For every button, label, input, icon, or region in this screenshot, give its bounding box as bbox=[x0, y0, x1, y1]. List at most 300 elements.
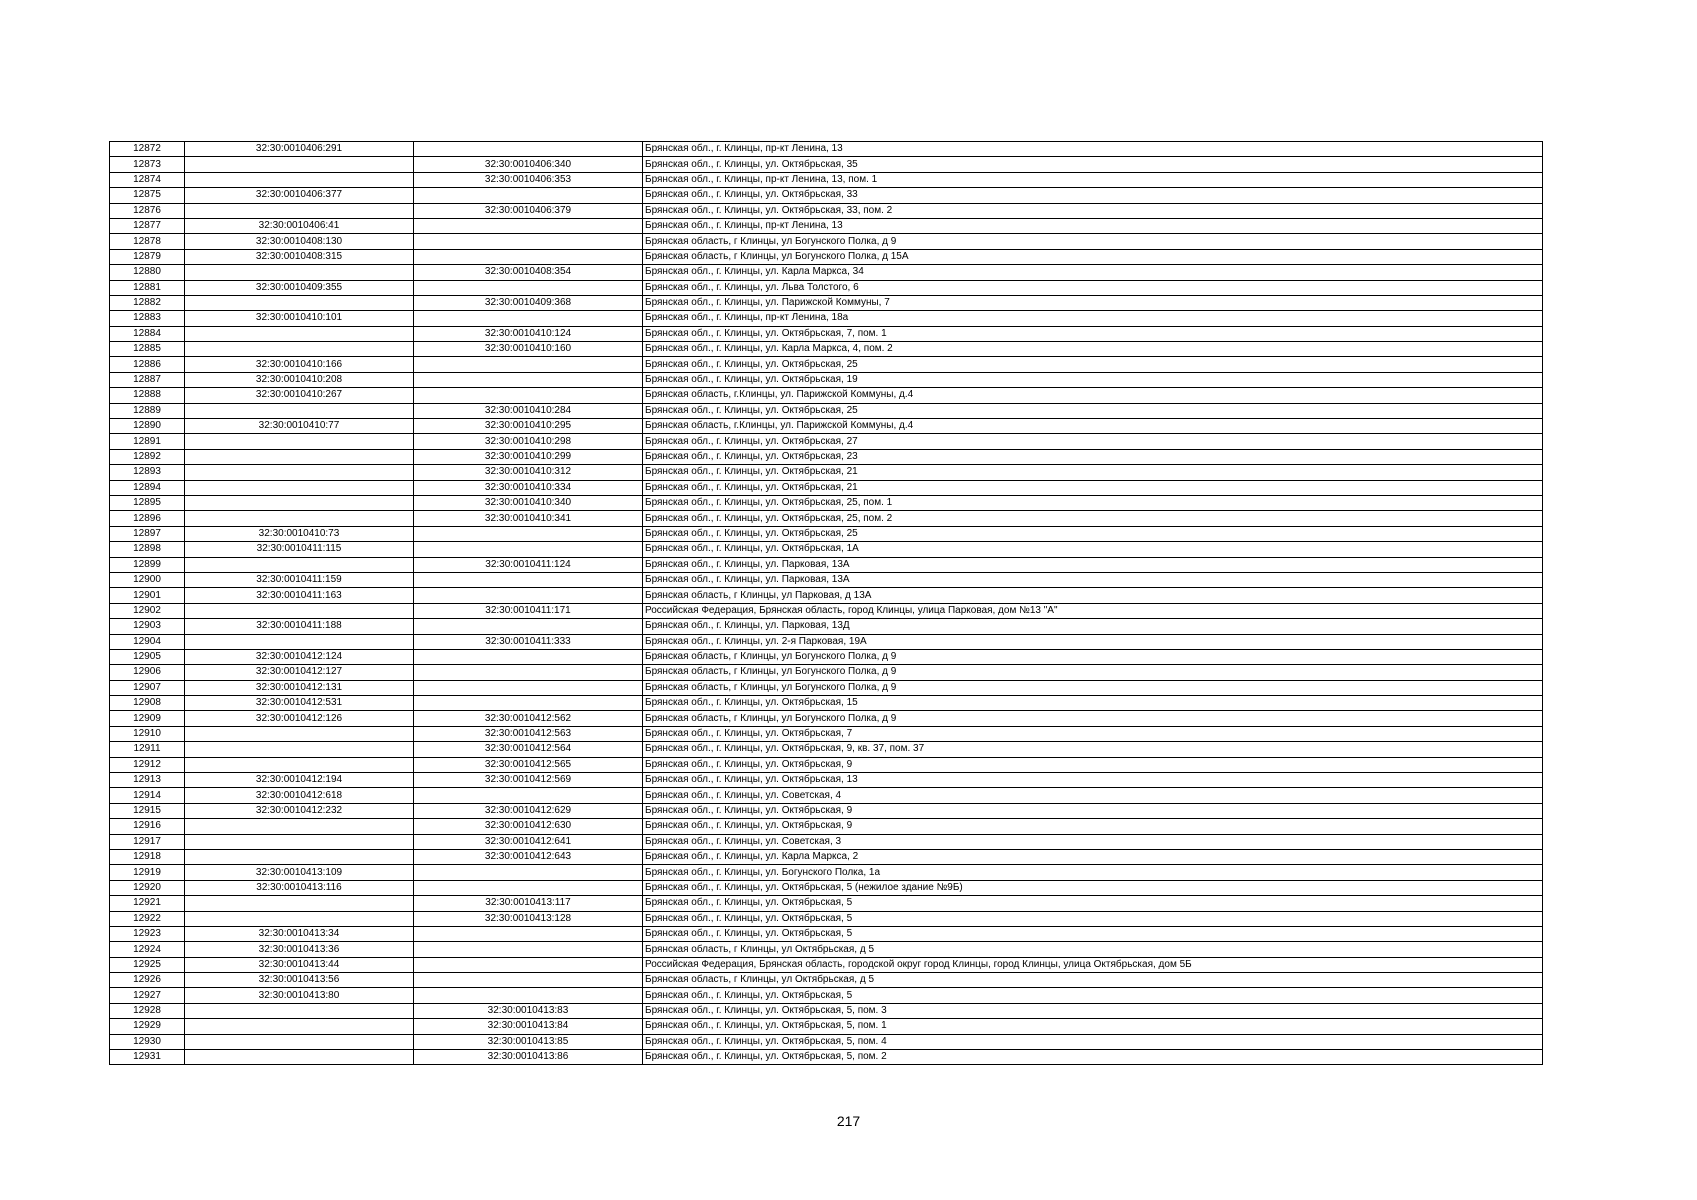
table-row bbox=[110, 926, 1543, 941]
cadastral-number-2-cell bbox=[414, 249, 643, 264]
table-row bbox=[110, 218, 1543, 233]
row-number-cell: 12881 bbox=[110, 280, 185, 295]
row-number-cell: 12907 bbox=[110, 680, 185, 695]
cadastral-number-2-cell bbox=[414, 680, 643, 695]
address-cell: Брянская обл., г. Клинцы, ул. Октябрьская, 13 bbox=[643, 773, 1543, 788]
cadastral-number-cell: 32:30:0010413:34 bbox=[185, 926, 414, 941]
address-cell: Брянская обл., г. Клинцы, пр-кт Ленина, 13 bbox=[643, 142, 1543, 157]
cadastral-number-cell: 32:30:0010413:44 bbox=[185, 957, 414, 972]
row-number-cell: 12888 bbox=[110, 388, 185, 403]
cadastral-number-2-cell bbox=[414, 311, 643, 326]
address-cell: Брянская область, г Клинцы, ул Богунского Полка, д 9 bbox=[643, 665, 1543, 680]
cadastral-number-cell bbox=[185, 634, 414, 649]
row-number-cell: 12897 bbox=[110, 526, 185, 541]
address-cell: Брянская область, г.Клинцы, ул. Парижской Коммуны, д.4 bbox=[643, 419, 1543, 434]
address-cell: Брянская обл., г. Клинцы, ул. Октябрьская, 7, пом. 1 bbox=[643, 326, 1543, 341]
table-row bbox=[110, 726, 1543, 741]
table-row bbox=[110, 742, 1543, 757]
cadastral-number-cell: 32:30:0010406:41 bbox=[185, 218, 414, 233]
cadastral-number-2-cell: 32:30:0010406:379 bbox=[414, 203, 643, 218]
row-number-cell: 12883 bbox=[110, 311, 185, 326]
table-row bbox=[110, 419, 1543, 434]
address-cell: Брянская обл., г. Клинцы, ул. Октябрьская, 9 bbox=[643, 803, 1543, 818]
cadastral-number-cell: 32:30:0010410:267 bbox=[185, 388, 414, 403]
address-cell: Брянская обл., г. Клинцы, ул. 2-я Парковая, 19А bbox=[643, 634, 1543, 649]
cadastral-number-2-cell bbox=[414, 218, 643, 233]
row-number-cell: 12925 bbox=[110, 957, 185, 972]
table-row bbox=[110, 572, 1543, 587]
cadastral-number-2-cell: 32:30:0010410:124 bbox=[414, 326, 643, 341]
address-cell: Брянская обл., г. Клинцы, ул. Октябрьская, 25, пом. 2 bbox=[643, 511, 1543, 526]
cadastral-number-2-cell: 32:30:0010410:295 bbox=[414, 419, 643, 434]
table-row bbox=[110, 449, 1543, 464]
row-number-cell: 12878 bbox=[110, 234, 185, 249]
cadastral-number-cell: 32:30:0010412:232 bbox=[185, 803, 414, 818]
cadastral-number-cell bbox=[185, 819, 414, 834]
address-cell: Российская Федерация, Брянская область, город Клинцы, улица Парковая, дом №13 "А" bbox=[643, 603, 1543, 618]
cadastral-number-2-cell: 32:30:0010412:563 bbox=[414, 726, 643, 741]
address-cell: Брянская область, г Клинцы, ул Богунского Полка, д 9 bbox=[643, 711, 1543, 726]
address-cell: Брянская обл., г. Клинцы, ул. Октябрьская, 25 bbox=[643, 403, 1543, 418]
row-number-cell: 12912 bbox=[110, 757, 185, 772]
cadastral-number-2-cell bbox=[414, 372, 643, 387]
address-cell: Брянская обл., г. Клинцы, ул. Октябрьская, 35 bbox=[643, 157, 1543, 172]
cadastral-number-cell bbox=[185, 603, 414, 618]
cadastral-number-cell bbox=[185, 172, 414, 187]
cadastral-number-2-cell: 32:30:0010410:284 bbox=[414, 403, 643, 418]
cadastral-number-cell bbox=[185, 326, 414, 341]
table-row bbox=[110, 834, 1543, 849]
cadastral-number-cell: 32:30:0010410:101 bbox=[185, 311, 414, 326]
registry-table-body bbox=[110, 142, 1543, 1065]
cadastral-number-cell: 32:30:0010406:291 bbox=[185, 142, 414, 157]
table-row bbox=[110, 1019, 1543, 1034]
row-number-cell: 12874 bbox=[110, 172, 185, 187]
row-number-cell: 12903 bbox=[110, 619, 185, 634]
row-number-cell: 12884 bbox=[110, 326, 185, 341]
cadastral-number-cell bbox=[185, 1003, 414, 1018]
table-row bbox=[110, 557, 1543, 572]
row-number-cell: 12899 bbox=[110, 557, 185, 572]
cadastral-number-cell: 32:30:0010412:126 bbox=[185, 711, 414, 726]
table-row bbox=[110, 588, 1543, 603]
address-cell: Брянская обл., г. Клинцы, ул. Парижской Коммуны, 7 bbox=[643, 295, 1543, 310]
cadastral-number-cell: 32:30:0010413:80 bbox=[185, 988, 414, 1003]
cadastral-number-2-cell: 32:30:0010413:84 bbox=[414, 1019, 643, 1034]
cadastral-number-cell: 32:30:0010412:194 bbox=[185, 773, 414, 788]
table-row bbox=[110, 603, 1543, 618]
table-row bbox=[110, 434, 1543, 449]
address-cell: Брянская обл., г. Клинцы, ул. Октябрьская, 5, пом. 1 bbox=[643, 1019, 1543, 1034]
table-row bbox=[110, 157, 1543, 172]
row-number-cell: 12920 bbox=[110, 880, 185, 895]
table-row bbox=[110, 172, 1543, 187]
cadastral-number-cell: 32:30:0010408:315 bbox=[185, 249, 414, 264]
row-number-cell: 12900 bbox=[110, 572, 185, 587]
cadastral-number-cell: 32:30:0010412:127 bbox=[185, 665, 414, 680]
row-number-cell: 12921 bbox=[110, 896, 185, 911]
cadastral-number-cell: 32:30:0010411:115 bbox=[185, 542, 414, 557]
row-number-cell: 12913 bbox=[110, 773, 185, 788]
address-cell: Российская Федерация, Брянская область, городской округ город Клинцы, город Клинцы, улица Октябрьская, дом 5Б bbox=[643, 957, 1543, 972]
row-number-cell: 12873 bbox=[110, 157, 185, 172]
cadastral-number-2-cell: 32:30:0010412:564 bbox=[414, 742, 643, 757]
cadastral-number-cell bbox=[185, 834, 414, 849]
address-cell: Брянская обл., г. Клинцы, ул. Карла Маркса, 34 bbox=[643, 265, 1543, 280]
table-row bbox=[110, 142, 1543, 157]
row-number-cell: 12911 bbox=[110, 742, 185, 757]
table-row bbox=[110, 619, 1543, 634]
address-cell: Брянская обл., г. Клинцы, пр-кт Ленина, 18а bbox=[643, 311, 1543, 326]
address-cell: Брянская обл., г. Клинцы, ул. Октябрьская, 5 bbox=[643, 911, 1543, 926]
row-number-cell: 12928 bbox=[110, 1003, 185, 1018]
table-row bbox=[110, 634, 1543, 649]
cadastral-number-cell bbox=[185, 342, 414, 357]
address-cell: Брянская обл., г. Клинцы, ул. Октябрьская, 25, пом. 1 bbox=[643, 495, 1543, 510]
cadastral-number-2-cell bbox=[414, 973, 643, 988]
cadastral-number-cell bbox=[185, 434, 414, 449]
cadastral-number-2-cell: 32:30:0010411:124 bbox=[414, 557, 643, 572]
cadastral-number-2-cell bbox=[414, 357, 643, 372]
cadastral-number-cell bbox=[185, 757, 414, 772]
table-row bbox=[110, 372, 1543, 387]
cadastral-number-cell: 32:30:0010412:131 bbox=[185, 680, 414, 695]
cadastral-number-cell bbox=[185, 1050, 414, 1065]
table-row bbox=[110, 542, 1543, 557]
row-number-cell: 12890 bbox=[110, 419, 185, 434]
cadastral-number-2-cell bbox=[414, 188, 643, 203]
cadastral-number-2-cell: 32:30:0010411:333 bbox=[414, 634, 643, 649]
page-number: 217 bbox=[836, 1113, 861, 1129]
address-cell: Брянская обл., г. Клинцы, ул. Парковая, 13Д bbox=[643, 619, 1543, 634]
address-cell: Брянская обл., г. Клинцы, ул. Парковая, 13А bbox=[643, 557, 1543, 572]
table-row bbox=[110, 311, 1543, 326]
cadastral-number-cell: 32:30:0010408:130 bbox=[185, 234, 414, 249]
address-cell: Брянская обл., г. Клинцы, ул. Парковая, 13А bbox=[643, 572, 1543, 587]
row-number-cell: 12896 bbox=[110, 511, 185, 526]
row-number-cell: 12885 bbox=[110, 342, 185, 357]
table-row bbox=[110, 203, 1543, 218]
cadastral-number-cell bbox=[185, 480, 414, 495]
cadastral-number-cell bbox=[185, 495, 414, 510]
cadastral-number-2-cell bbox=[414, 665, 643, 680]
cadastral-number-2-cell bbox=[414, 988, 643, 1003]
cadastral-number-cell bbox=[185, 896, 414, 911]
cadastral-number-cell: 32:30:0010411:188 bbox=[185, 619, 414, 634]
cadastral-number-cell bbox=[185, 295, 414, 310]
cadastral-number-cell bbox=[185, 465, 414, 480]
address-cell: Брянская обл., г. Клинцы, ул. Октябрьская, 5 bbox=[643, 926, 1543, 941]
table-row bbox=[110, 988, 1543, 1003]
cadastral-number-cell: 32:30:0010413:116 bbox=[185, 880, 414, 895]
address-cell: Брянская обл., г. Клинцы, пр-кт Ленина, 13 bbox=[643, 218, 1543, 233]
table-row bbox=[110, 295, 1543, 310]
row-number-cell: 12919 bbox=[110, 865, 185, 880]
cadastral-number-cell: 32:30:0010409:355 bbox=[185, 280, 414, 295]
address-cell: Брянская обл., г. Клинцы, ул. Октябрьская, 5 bbox=[643, 896, 1543, 911]
row-number-cell: 12908 bbox=[110, 696, 185, 711]
cadastral-number-cell: 32:30:0010411:159 bbox=[185, 572, 414, 587]
row-number-cell: 12904 bbox=[110, 634, 185, 649]
table-row bbox=[110, 526, 1543, 541]
row-number-cell: 12923 bbox=[110, 926, 185, 941]
cadastral-number-cell bbox=[185, 557, 414, 572]
address-cell: Брянская обл., г. Клинцы, ул. Октябрьская, 33, пом. 2 bbox=[643, 203, 1543, 218]
row-number-cell: 12901 bbox=[110, 588, 185, 603]
address-cell: Брянская область, г Клинцы, ул Богунского Полка, д 9 bbox=[643, 680, 1543, 695]
cadastral-number-2-cell: 32:30:0010412:629 bbox=[414, 803, 643, 818]
row-number-cell: 12875 bbox=[110, 188, 185, 203]
table-row bbox=[110, 957, 1543, 972]
cadastral-number-2-cell bbox=[414, 788, 643, 803]
table-row bbox=[110, 234, 1543, 249]
cadastral-number-cell: 32:30:0010412:124 bbox=[185, 649, 414, 664]
cadastral-number-2-cell bbox=[414, 865, 643, 880]
table-row bbox=[110, 757, 1543, 772]
row-number-cell: 12929 bbox=[110, 1019, 185, 1034]
address-cell: Брянская обл., г. Клинцы, ул. Октябрьская, 1А bbox=[643, 542, 1543, 557]
cadastral-number-cell: 32:30:0010413:56 bbox=[185, 973, 414, 988]
cadastral-number-2-cell bbox=[414, 619, 643, 634]
address-cell: Брянская обл., г. Клинцы, ул. Октябрьская, 33 bbox=[643, 188, 1543, 203]
address-cell: Брянская обл., г. Клинцы, ул. Октябрьская, 7 bbox=[643, 726, 1543, 741]
address-cell: Брянская обл., г. Клинцы, ул. Октябрьская, 5, пом. 2 bbox=[643, 1050, 1543, 1065]
table-row bbox=[110, 973, 1543, 988]
cadastral-number-2-cell: 32:30:0010410:312 bbox=[414, 465, 643, 480]
cadastral-number-2-cell bbox=[414, 572, 643, 587]
cadastral-number-cell bbox=[185, 157, 414, 172]
address-cell: Брянская обл., г. Клинцы, ул. Карла Маркса, 2 bbox=[643, 849, 1543, 864]
cadastral-number-cell: 32:30:0010406:377 bbox=[185, 188, 414, 203]
cadastral-number-2-cell: 32:30:0010413:117 bbox=[414, 896, 643, 911]
table-row bbox=[110, 649, 1543, 664]
address-cell: Брянская область, г Клинцы, ул Парковая, д 13А bbox=[643, 588, 1543, 603]
cadastral-number-cell bbox=[185, 911, 414, 926]
row-number-cell: 12922 bbox=[110, 911, 185, 926]
address-cell: Брянская обл., г. Клинцы, ул. Октябрьская, 23 bbox=[643, 449, 1543, 464]
cadastral-number-2-cell bbox=[414, 526, 643, 541]
cadastral-number-2-cell bbox=[414, 957, 643, 972]
registry-table bbox=[109, 141, 1543, 1065]
cadastral-number-2-cell: 32:30:0010411:171 bbox=[414, 603, 643, 618]
address-cell: Брянская обл., г. Клинцы, ул. Октябрьская, 5, пом. 3 bbox=[643, 1003, 1543, 1018]
table-row bbox=[110, 711, 1543, 726]
cadastral-number-2-cell: 32:30:0010406:353 bbox=[414, 172, 643, 187]
address-cell: Брянская обл., г. Клинцы, ул. Октябрьская, 5 bbox=[643, 988, 1543, 1003]
row-number-cell: 12894 bbox=[110, 480, 185, 495]
table-row bbox=[110, 403, 1543, 418]
address-cell: Брянская обл., г. Клинцы, ул. Советская, 4 bbox=[643, 788, 1543, 803]
cadastral-number-cell: 32:30:0010410:73 bbox=[185, 526, 414, 541]
address-cell: Брянская обл., г. Клинцы, ул. Октябрьская, 5, пом. 4 bbox=[643, 1034, 1543, 1049]
cadastral-number-2-cell: 32:30:0010412:569 bbox=[414, 773, 643, 788]
table-row bbox=[110, 280, 1543, 295]
cadastral-number-2-cell: 32:30:0010408:354 bbox=[414, 265, 643, 280]
address-cell: Брянская область, г Клинцы, ул Богунского Полка, д 15А bbox=[643, 249, 1543, 264]
cadastral-number-2-cell bbox=[414, 880, 643, 895]
cadastral-number-2-cell: 32:30:0010410:341 bbox=[414, 511, 643, 526]
address-cell: Брянская область, г Клинцы, ул Богунского Полка, д 9 bbox=[643, 234, 1543, 249]
cadastral-number-2-cell: 32:30:0010412:630 bbox=[414, 819, 643, 834]
cadastral-number-2-cell: 32:30:0010413:83 bbox=[414, 1003, 643, 1018]
address-cell: Брянская обл., г. Клинцы, ул. Октябрьская, 27 bbox=[643, 434, 1543, 449]
table-row bbox=[110, 1003, 1543, 1018]
cadastral-number-cell: 32:30:0010412:618 bbox=[185, 788, 414, 803]
cadastral-number-cell: 32:30:0010413:109 bbox=[185, 865, 414, 880]
table-row bbox=[110, 465, 1543, 480]
row-number-cell: 12918 bbox=[110, 849, 185, 864]
table-row bbox=[110, 680, 1543, 695]
cadastral-number-cell: 32:30:0010412:531 bbox=[185, 696, 414, 711]
table-row bbox=[110, 388, 1543, 403]
address-cell: Брянская обл., г. Клинцы, ул. Октябрьская, 9 bbox=[643, 757, 1543, 772]
cadastral-number-cell bbox=[185, 203, 414, 218]
cadastral-number-cell bbox=[185, 511, 414, 526]
cadastral-number-cell bbox=[185, 403, 414, 418]
table-row bbox=[110, 896, 1543, 911]
row-number-cell: 12895 bbox=[110, 495, 185, 510]
row-number-cell: 12909 bbox=[110, 711, 185, 726]
table-row bbox=[110, 511, 1543, 526]
table-row bbox=[110, 480, 1543, 495]
address-cell: Брянская обл., г. Клинцы, пр-кт Ленина, 13, пом. 1 bbox=[643, 172, 1543, 187]
cadastral-number-cell bbox=[185, 742, 414, 757]
cadastral-number-2-cell bbox=[414, 234, 643, 249]
table-row bbox=[110, 803, 1543, 818]
table-row bbox=[110, 188, 1543, 203]
row-number-cell: 12914 bbox=[110, 788, 185, 803]
row-number-cell: 12893 bbox=[110, 465, 185, 480]
cadastral-number-2-cell bbox=[414, 942, 643, 957]
address-cell: Брянская область, г.Клинцы, ул. Парижской Коммуны, д.4 bbox=[643, 388, 1543, 403]
cadastral-number-2-cell: 32:30:0010410:160 bbox=[414, 342, 643, 357]
row-number-cell: 12905 bbox=[110, 649, 185, 664]
cadastral-number-2-cell bbox=[414, 280, 643, 295]
cadastral-number-cell bbox=[185, 1034, 414, 1049]
row-number-cell: 12877 bbox=[110, 218, 185, 233]
row-number-cell: 12898 bbox=[110, 542, 185, 557]
table-row bbox=[110, 911, 1543, 926]
cadastral-number-2-cell: 32:30:0010410:299 bbox=[414, 449, 643, 464]
cadastral-number-2-cell: 32:30:0010413:85 bbox=[414, 1034, 643, 1049]
cadastral-number-cell: 32:30:0010410:208 bbox=[185, 372, 414, 387]
cadastral-number-2-cell: 32:30:0010413:128 bbox=[414, 911, 643, 926]
table-row bbox=[110, 1034, 1543, 1049]
row-number-cell: 12915 bbox=[110, 803, 185, 818]
row-number-cell: 12926 bbox=[110, 973, 185, 988]
table-row bbox=[110, 357, 1543, 372]
address-cell: Брянская область, г Клинцы, ул Октябрьская, д 5 bbox=[643, 942, 1543, 957]
table-row bbox=[110, 326, 1543, 341]
cadastral-number-2-cell: 32:30:0010410:298 bbox=[414, 434, 643, 449]
cadastral-number-cell bbox=[185, 449, 414, 464]
row-number-cell: 12880 bbox=[110, 265, 185, 280]
cadastral-number-2-cell bbox=[414, 926, 643, 941]
cadastral-number-cell: 32:30:0010413:36 bbox=[185, 942, 414, 957]
address-cell: Брянская обл., г. Клинцы, ул. Октябрьская, 25 bbox=[643, 357, 1543, 372]
address-cell: Брянская обл., г. Клинцы, ул. Октябрьская, 9 bbox=[643, 819, 1543, 834]
address-cell: Брянская область, г Клинцы, ул Богунского Полка, д 9 bbox=[643, 649, 1543, 664]
row-number-cell: 12879 bbox=[110, 249, 185, 264]
table-row bbox=[110, 495, 1543, 510]
cadastral-number-cell bbox=[185, 1019, 414, 1034]
row-number-cell: 12876 bbox=[110, 203, 185, 218]
cadastral-number-2-cell: 32:30:0010410:334 bbox=[414, 480, 643, 495]
cadastral-number-2-cell bbox=[414, 696, 643, 711]
row-number-cell: 12889 bbox=[110, 403, 185, 418]
row-number-cell: 12891 bbox=[110, 434, 185, 449]
row-number-cell: 12886 bbox=[110, 357, 185, 372]
cadastral-number-cell: 32:30:0010410:166 bbox=[185, 357, 414, 372]
table-row bbox=[110, 942, 1543, 957]
cadastral-number-2-cell: 32:30:0010409:368 bbox=[414, 295, 643, 310]
address-cell: Брянская область, г Клинцы, ул Октябрьская, д 5 bbox=[643, 973, 1543, 988]
cadastral-number-2-cell bbox=[414, 649, 643, 664]
address-cell: Брянская обл., г. Клинцы, ул. Октябрьская, 19 bbox=[643, 372, 1543, 387]
table-row bbox=[110, 665, 1543, 680]
table-row bbox=[110, 342, 1543, 357]
row-number-cell: 12872 bbox=[110, 142, 185, 157]
table-row bbox=[110, 249, 1543, 264]
table-row bbox=[110, 849, 1543, 864]
row-number-cell: 12910 bbox=[110, 726, 185, 741]
row-number-cell: 12882 bbox=[110, 295, 185, 310]
table-row bbox=[110, 696, 1543, 711]
cadastral-number-cell: 32:30:0010410:77 bbox=[185, 419, 414, 434]
row-number-cell: 12916 bbox=[110, 819, 185, 834]
table-row bbox=[110, 265, 1543, 280]
address-cell: Брянская обл., г. Клинцы, ул. Октябрьская, 15 bbox=[643, 696, 1543, 711]
cadastral-number-2-cell: 32:30:0010406:340 bbox=[414, 157, 643, 172]
address-cell: Брянская обл., г. Клинцы, ул. Советская, 3 bbox=[643, 834, 1543, 849]
cadastral-number-2-cell: 32:30:0010412:641 bbox=[414, 834, 643, 849]
row-number-cell: 12906 bbox=[110, 665, 185, 680]
cadastral-number-2-cell bbox=[414, 588, 643, 603]
cadastral-number-2-cell: 32:30:0010412:562 bbox=[414, 711, 643, 726]
address-cell: Брянская обл., г. Клинцы, ул. Октябрьская, 9, кв. 37, пом. 37 bbox=[643, 742, 1543, 757]
cadastral-number-cell bbox=[185, 726, 414, 741]
cadastral-number-cell: 32:30:0010411:163 bbox=[185, 588, 414, 603]
row-number-cell: 12924 bbox=[110, 942, 185, 957]
row-number-cell: 12902 bbox=[110, 603, 185, 618]
cadastral-number-2-cell: 32:30:0010412:565 bbox=[414, 757, 643, 772]
cadastral-number-cell bbox=[185, 265, 414, 280]
cadastral-number-2-cell: 32:30:0010412:643 bbox=[414, 849, 643, 864]
row-number-cell: 12927 bbox=[110, 988, 185, 1003]
address-cell: Брянская обл., г. Клинцы, ул. Льва Толстого, 6 bbox=[643, 280, 1543, 295]
table-row bbox=[110, 788, 1543, 803]
address-cell: Брянская обл., г. Клинцы, ул. Карла Маркса, 4, пом. 2 bbox=[643, 342, 1543, 357]
cadastral-number-2-cell: 32:30:0010413:86 bbox=[414, 1050, 643, 1065]
table-row bbox=[110, 1050, 1543, 1065]
table-row bbox=[110, 865, 1543, 880]
row-number-cell: 12892 bbox=[110, 449, 185, 464]
cadastral-number-cell bbox=[185, 849, 414, 864]
address-cell: Брянская обл., г. Клинцы, ул. Октябрьская, 5 (нежилое здание №9Б) bbox=[643, 880, 1543, 895]
row-number-cell: 12930 bbox=[110, 1034, 185, 1049]
row-number-cell: 12917 bbox=[110, 834, 185, 849]
table-row bbox=[110, 880, 1543, 895]
cadastral-number-2-cell bbox=[414, 542, 643, 557]
address-cell: Брянская обл., г. Клинцы, ул. Богунского Полка, 1а bbox=[643, 865, 1543, 880]
table-row bbox=[110, 819, 1543, 834]
address-cell: Брянская обл., г. Клинцы, ул. Октябрьская, 25 bbox=[643, 526, 1543, 541]
cadastral-number-2-cell: 32:30:0010410:340 bbox=[414, 495, 643, 510]
row-number-cell: 12931 bbox=[110, 1050, 185, 1065]
cadastral-number-2-cell bbox=[414, 142, 643, 157]
cadastral-number-2-cell bbox=[414, 388, 643, 403]
table-row bbox=[110, 773, 1543, 788]
